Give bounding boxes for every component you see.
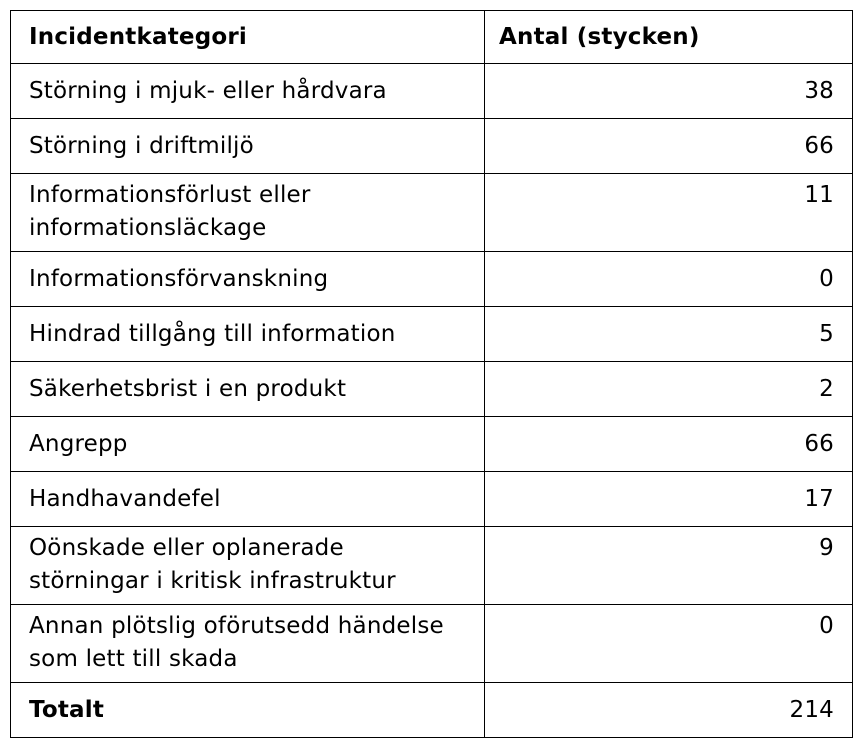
- table-row: [11, 119, 853, 174]
- count-value: 17: [804, 486, 834, 512]
- count-value: 11: [804, 182, 834, 208]
- count-value: 66: [804, 133, 834, 159]
- header-count: [485, 11, 853, 64]
- category-cell: [11, 119, 485, 174]
- header-count-label: Antal (stycken): [499, 24, 700, 50]
- count-cell: [485, 252, 853, 307]
- table-header-row: [11, 11, 853, 64]
- count-cell: [485, 307, 853, 362]
- category-cell: [11, 64, 485, 119]
- category-cell: [11, 362, 485, 417]
- table-row: [11, 527, 853, 605]
- category-label: Angrepp: [29, 431, 128, 457]
- table-row: [11, 252, 853, 307]
- header-category: [11, 11, 485, 64]
- category-cell: [11, 472, 485, 527]
- table-row: [11, 362, 853, 417]
- category-label: Störning i driftmiljö: [29, 133, 254, 159]
- category-label: Informationsförlust eller informationsläckage: [29, 182, 311, 241]
- category-label: Annan plötslig oförutsedd händelse som lett till skada: [29, 613, 444, 672]
- total-label: Totalt: [29, 697, 105, 723]
- total-label-cell: [11, 683, 485, 738]
- count-value: 9: [819, 535, 834, 561]
- table-row: [11, 174, 853, 252]
- category-label: Informationsförvanskning: [29, 266, 329, 292]
- total-count-value: 214: [789, 697, 834, 723]
- category-cell: [11, 417, 485, 472]
- count-cell: [485, 64, 853, 119]
- category-cell: [11, 605, 485, 683]
- category-label: Säkerhetsbrist i en produkt: [29, 376, 347, 402]
- count-value: 2: [819, 376, 834, 402]
- category-label: Oönskade eller oplanerade störningar i kritisk infrastruktur: [29, 535, 396, 594]
- count-cell: [485, 605, 853, 683]
- table-row: [11, 64, 853, 119]
- incident-table: [10, 10, 853, 738]
- category-cell: [11, 174, 485, 252]
- category-label: Handhavandefel: [29, 486, 221, 512]
- category-label: Störning i mjuk- eller hårdvara: [29, 78, 387, 104]
- table-row: [11, 472, 853, 527]
- incident-table-container: [10, 10, 853, 738]
- category-cell: [11, 527, 485, 605]
- header-category-label: Incidentkategori: [29, 24, 247, 50]
- table-row: [11, 605, 853, 683]
- count-value: 66: [804, 431, 834, 457]
- category-cell: [11, 252, 485, 307]
- table-row: [11, 307, 853, 362]
- count-value: 38: [804, 78, 834, 104]
- total-row: [11, 683, 853, 738]
- count-value: 0: [819, 266, 834, 292]
- count-value: 0: [819, 613, 834, 639]
- count-value: 5: [819, 321, 834, 347]
- total-count-cell: [485, 683, 853, 738]
- count-cell: [485, 174, 853, 252]
- count-cell: [485, 417, 853, 472]
- count-cell: [485, 119, 853, 174]
- table-row: [11, 417, 853, 472]
- count-cell: [485, 527, 853, 605]
- category-label: Hindrad tillgång till information: [29, 321, 396, 347]
- count-cell: [485, 362, 853, 417]
- category-cell: [11, 307, 485, 362]
- count-cell: [485, 472, 853, 527]
